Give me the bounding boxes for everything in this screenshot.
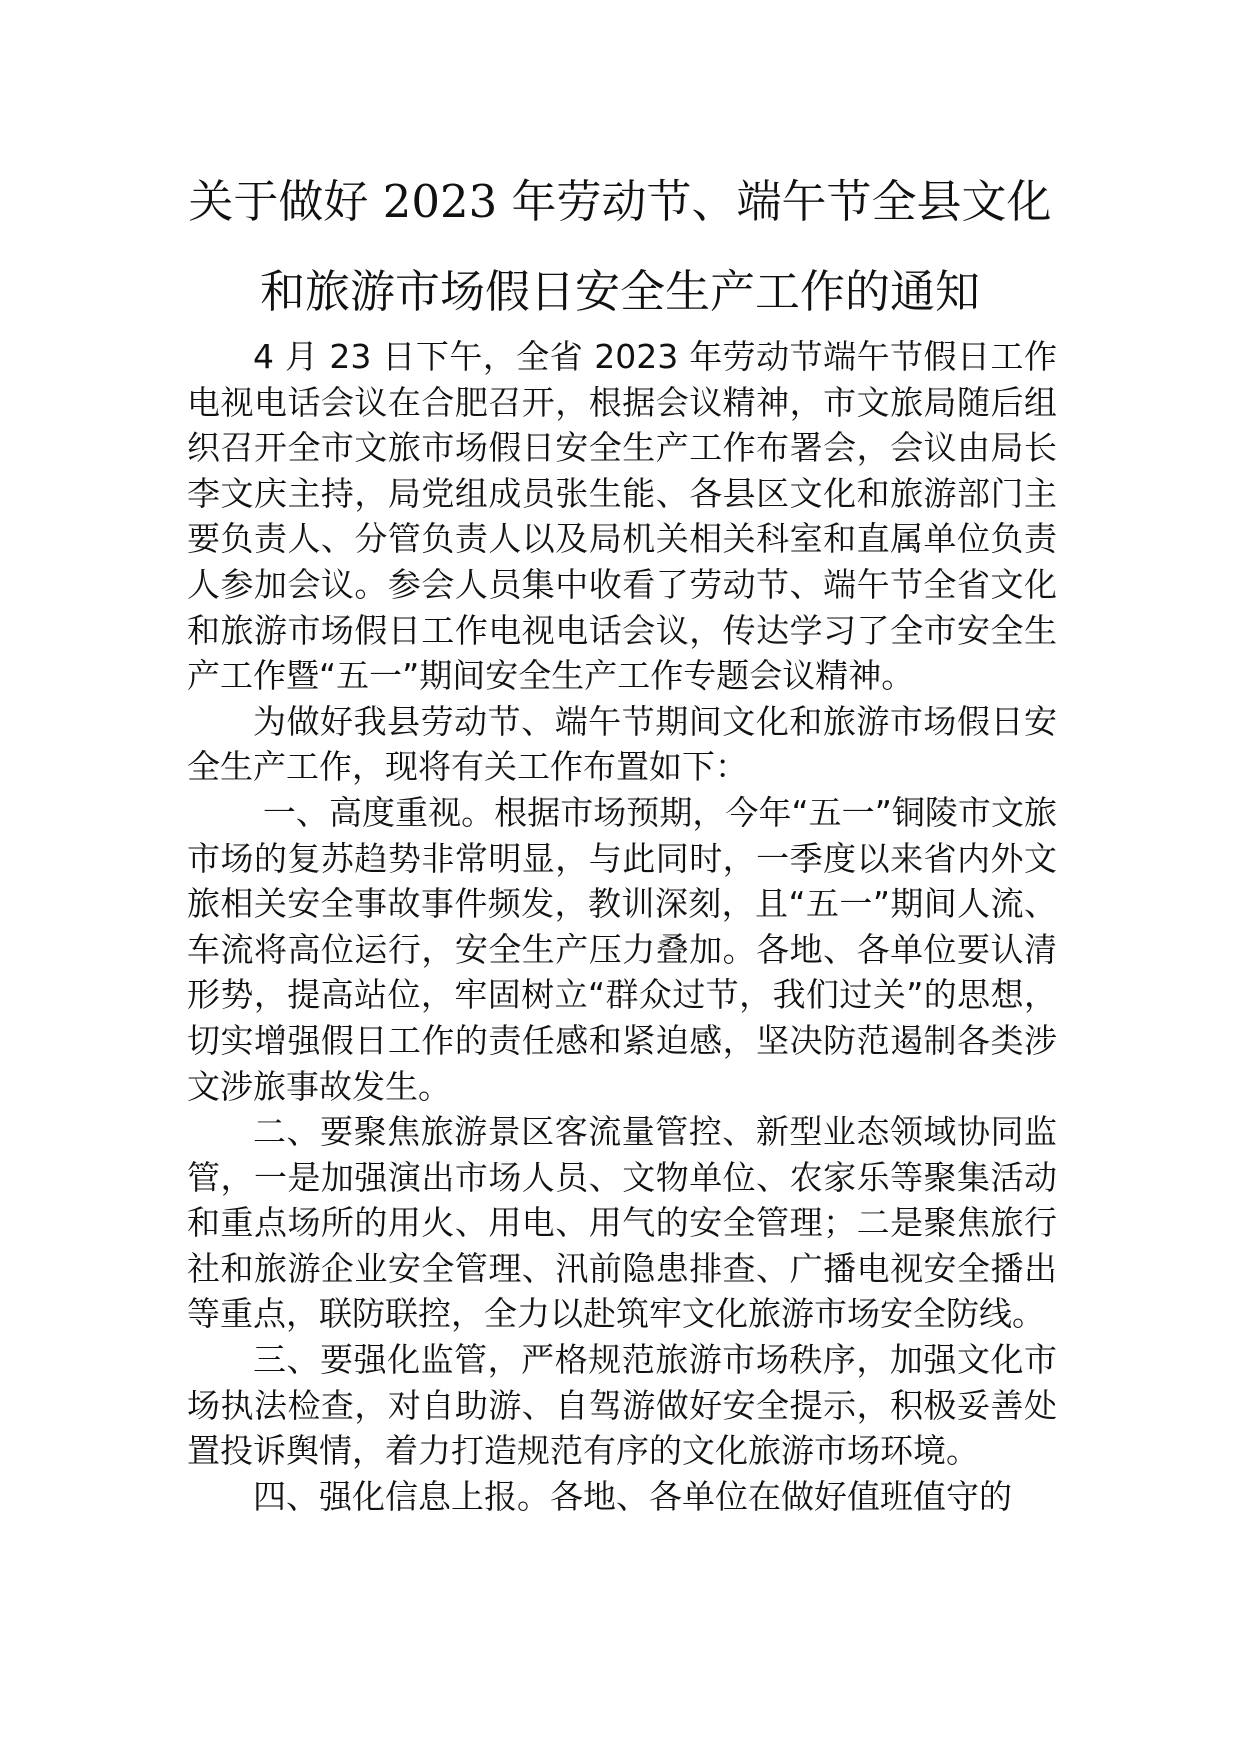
body-paragraph-1: 4 月 23 日下午，全省 2023 年劳动节端午节假日工作电视电话会议在合肥召开，根据会议精神，市文旅局随后组织召开全市文旅市场假日安全生产工作布署会，会议由局长李文庆主持，局党组成员张生能、各县区文化和旅游部门主要负责人、分管负责人以及局机关相关科室和直属单位负责人参加会议。参会人员集中收看了劳动节、端午节全省文化和旅游市场假日工作电视电话会议，传达学习了全市安全生产工作暨“五一”期间安全生产工作专题会议精神。	[187, 337, 1057, 696]
body-paragraph-4: 二、要聚焦旅游景区客流量管控、新型业态领域协同监管，一是加强演出市场人员、文物单位、农家乐等聚集活动和重点场所的用火、用电、用气的安全管理；二是聚焦旅行社和旅游企业安全管理、汛前隐患排查、广播电视安全播出等重点，联防联控，全力以赴筑牢文化旅游市场安全防线。	[187, 1112, 1057, 1334]
body-paragraph-3: 一、高度重视。根据市场预期，今年“五一”铜陵市文旅市场的复苏趋势非常明显，与此同时，一季度以来省内外文旅相关安全事故事件频发，教训深刻，且“五一”期间人流、车流将高位运行，安全生产压力叠加。各地、各单位要认清形势，提高站位，牢固树立“群众过节，我们过关”的思想，切实增强假日工作的责任感和紧迫感，坚决防范遏制各类涉文涉旅事故发生。	[187, 792, 1057, 1106]
document-title-line-2: 和旅游市场假日安全生产工作的通知	[259, 265, 980, 318]
document-title-line-1: 关于做好 2023 年劳动节、端午节全县文化	[188, 175, 1052, 228]
body-paragraph-2: 为做好我县劳动节、端午节期间文化和旅游市场假日安全生产工作，现将有关工作布置如下：	[187, 701, 1057, 787]
body-paragraph-5: 三、要强化监管，严格规范旅游市场秩序，加强文化市场执法检查，对自助游、自驾游做好安全提示，积极妥善处置投诉舆情，着力打造规范有序的文化旅游市场环境。	[187, 1340, 1057, 1471]
body-paragraph-6: 四、强化信息上报。各地、各单位在做好值班值守的	[253, 1476, 1012, 1516]
document-body	[187, 334, 1057, 1519]
